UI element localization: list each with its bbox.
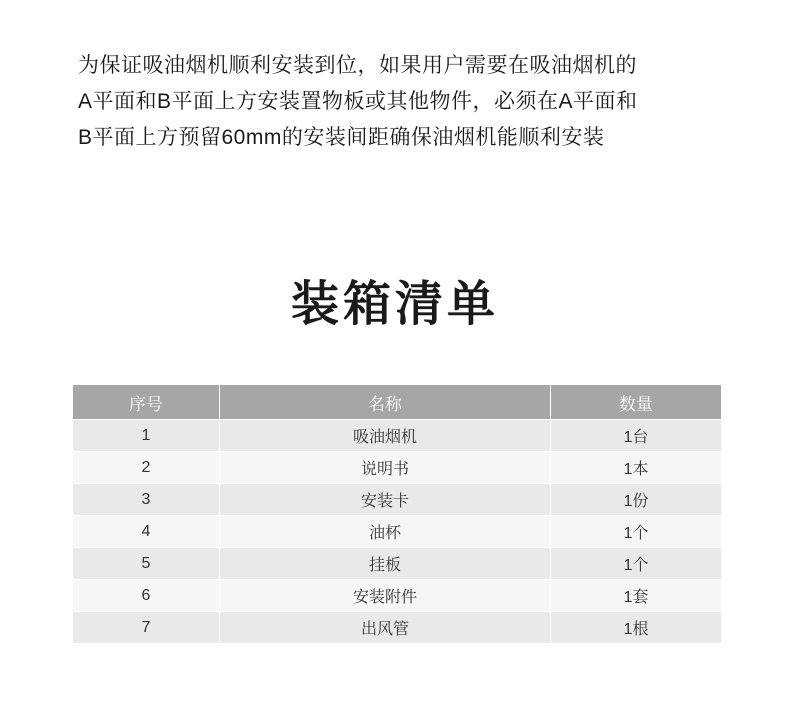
cell-qty: 1台 bbox=[551, 420, 722, 452]
column-header-name: 名称 bbox=[220, 385, 551, 420]
cell-qty: 1套 bbox=[551, 580, 722, 612]
installation-notice bbox=[78, 48, 718, 156]
cell-no: 6 bbox=[73, 580, 220, 612]
page-title: 装箱清单 bbox=[290, 278, 499, 331]
column-header-no: 序号 bbox=[73, 385, 220, 420]
packing-list-table bbox=[72, 384, 722, 644]
cell-no: 3 bbox=[73, 484, 220, 516]
table-row bbox=[73, 516, 722, 548]
column-header-qty: 数量 bbox=[551, 385, 722, 420]
table-row bbox=[73, 484, 722, 516]
table-row bbox=[73, 420, 722, 452]
table-row bbox=[73, 612, 722, 644]
cell-qty: 1个 bbox=[551, 516, 722, 548]
cell-qty: 1根 bbox=[551, 612, 722, 644]
cell-name: 挂板 bbox=[220, 548, 551, 580]
cell-no: 2 bbox=[73, 452, 220, 484]
table-header-row bbox=[73, 385, 722, 420]
cell-name: 吸油烟机 bbox=[220, 420, 551, 452]
cell-qty: 1份 bbox=[551, 484, 722, 516]
table-header bbox=[73, 385, 722, 420]
cell-name: 出风管 bbox=[220, 612, 551, 644]
notice-line-2: A平面和B平面上方安装置物板或其他物件，必须在A平面和 bbox=[78, 90, 638, 113]
cell-name: 安装卡 bbox=[220, 484, 551, 516]
cell-no: 7 bbox=[73, 612, 220, 644]
notice-line-3: B平面上方预留60mm的安装间距确保油烟机能顺利安装 bbox=[78, 126, 605, 149]
cell-qty: 1本 bbox=[551, 452, 722, 484]
cell-name: 油杯 bbox=[220, 516, 551, 548]
cell-name: 安装附件 bbox=[220, 580, 551, 612]
cell-no: 1 bbox=[73, 420, 220, 452]
table-body bbox=[73, 420, 722, 644]
cell-name: 说明书 bbox=[220, 452, 551, 484]
notice-line-1: 为保证吸油烟机顺利安装到位，如果用户需要在吸油烟机的 bbox=[78, 54, 637, 77]
cell-no: 5 bbox=[73, 548, 220, 580]
table-row bbox=[73, 548, 722, 580]
cell-no: 4 bbox=[73, 516, 220, 548]
cell-qty: 1个 bbox=[551, 548, 722, 580]
table-row bbox=[73, 580, 722, 612]
table-row bbox=[73, 452, 722, 484]
